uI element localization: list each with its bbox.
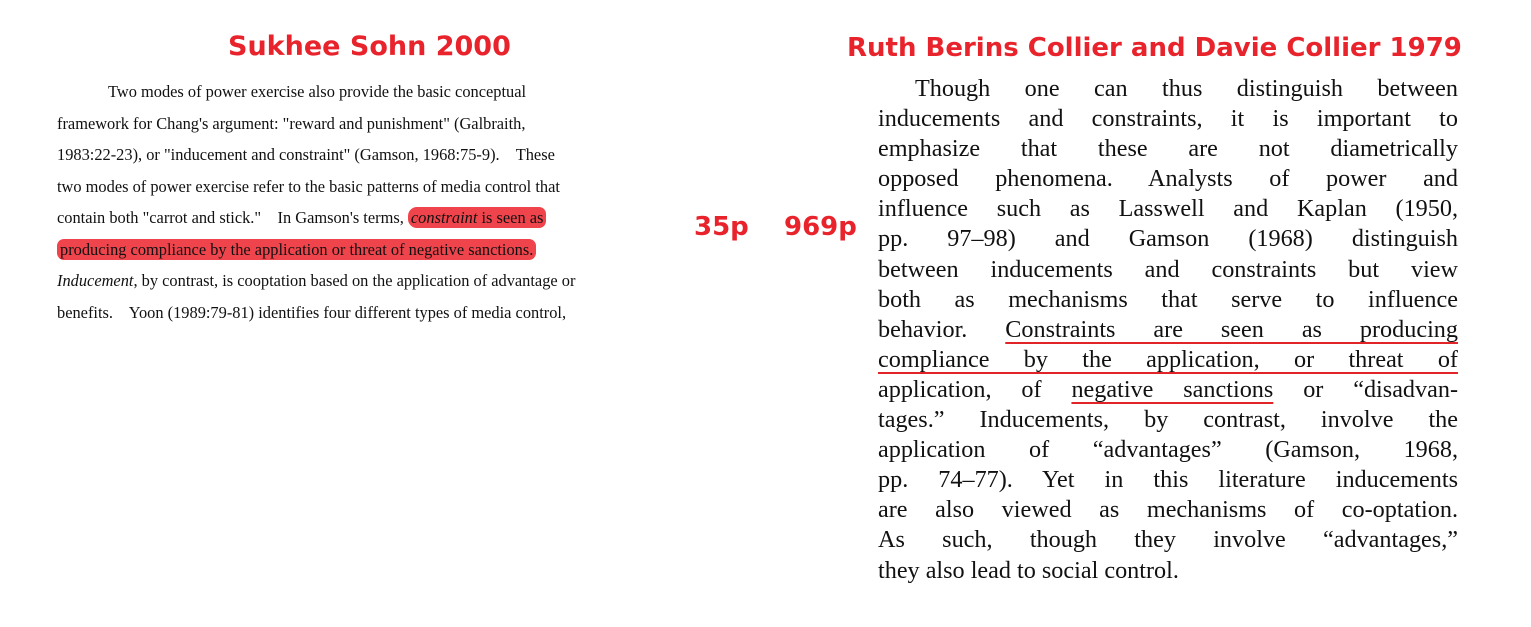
right-excerpt-line: Though one can thus distinguish between [915, 75, 1458, 102]
right-excerpt-line: pp. 97–98) and Gamson (1968) distinguish [878, 225, 1458, 253]
right-excerpt-text: or “disadvan- [1273, 375, 1458, 403]
right-excerpt [878, 74, 1458, 586]
underlined-passage: compliance by the application, or threat of [878, 345, 1458, 373]
right-excerpt-line: tages.” Inducements, by contrast, involve the [878, 406, 1458, 434]
right-excerpt-line: are also viewed as mechanisms of co-optation. [878, 496, 1458, 524]
left-excerpt-text: contain both "carrot and stick." In Gamson's terms, [57, 208, 408, 227]
right-excerpt-text: application, of [878, 375, 1072, 403]
right-excerpt-line: emphasize that these are not diametrically [878, 135, 1458, 163]
right-excerpt-line: between inducements and constraints but view [878, 255, 1458, 283]
right-excerpt-line: As such, though they involve “advantages,” [878, 526, 1458, 554]
left-excerpt-line: two modes of power exercise refer to the basic patterns of media control that [57, 176, 560, 196]
underlined-passage: negative sanctions [1071, 375, 1274, 403]
left-source-heading: Sukhee Sohn 2000 [228, 31, 511, 62]
highlighted-passage [408, 207, 547, 228]
underlined-passage: Constraints are seen as producing [1005, 315, 1458, 343]
left-excerpt-line: framework for Chang's argument: "reward and punishment" (Galbraith, [57, 113, 526, 133]
right-excerpt-line: they also lead to social control. [878, 556, 1179, 584]
left-excerpt [57, 78, 707, 330]
left-excerpt-line: 1983:22-23), or "inducement and constraint" (Gamson, 1968:75-9). These [57, 145, 555, 164]
right-excerpt-line: inducements and constraints, it is important to [878, 105, 1458, 133]
left-excerpt-line: benefits. Yoon (1989:79-81) identifies four different types of media control, [57, 302, 567, 322]
right-excerpt-line [878, 345, 1458, 375]
right-excerpt-line [878, 315, 1458, 345]
italic-term-constraint: constraint [410, 208, 478, 227]
left-excerpt-line [57, 236, 707, 268]
right-excerpt-line: influence such as Lasswell and Kaplan (1950, [878, 195, 1458, 223]
right-excerpt-line: opposed phenomena. Analysts of power and [878, 165, 1458, 193]
right-excerpt-line: both as mechanisms that serve to influence [878, 285, 1458, 313]
right-excerpt-line [878, 375, 1458, 405]
left-excerpt-line: Two modes of power exercise also provide the basic conceptual [108, 82, 527, 101]
left-excerpt-text: , by contrast, is cooptation based on the application of advantage or [133, 271, 576, 290]
highlighted-passage: producing compliance by the application or threat of negative sanctions. [57, 239, 536, 260]
left-excerpt-line [57, 204, 707, 236]
right-excerpt-line: pp. 74–77). Yet in this literature inducements [878, 466, 1458, 494]
highlighted-text: is seen as [477, 208, 544, 227]
italic-term-inducement: Inducement [57, 271, 134, 290]
left-page-number: 35p [694, 212, 749, 242]
right-excerpt-line: application of “advantages” (Gamson, 1968, [878, 436, 1458, 464]
left-excerpt-line [57, 267, 707, 299]
right-excerpt-text: behavior. [878, 315, 1006, 343]
right-page-number: 969p [784, 212, 857, 242]
right-source-heading: Ruth Berins Collier and Davie Collier 1979 [847, 33, 1462, 63]
